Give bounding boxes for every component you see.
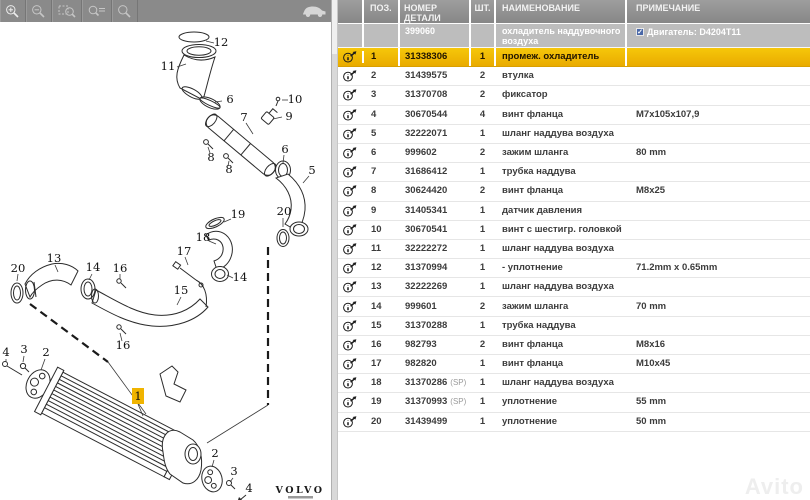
parts-table-row[interactable] bbox=[338, 317, 810, 336]
part-number: 31370994 bbox=[400, 259, 471, 277]
part-number: 31370708 bbox=[400, 86, 471, 104]
callout-4[interactable]: 4 bbox=[2, 345, 10, 359]
callout-6[interactable]: 6 bbox=[226, 92, 234, 106]
part-number: 31439575 bbox=[400, 67, 471, 85]
part-number: 999601 bbox=[400, 298, 471, 316]
part-info-cell[interactable] bbox=[338, 51, 364, 63]
callout-12[interactable]: 12 bbox=[213, 35, 229, 49]
part-name: втулка bbox=[496, 67, 627, 85]
part-qty: 2 bbox=[471, 86, 496, 104]
part-note: 70 mm bbox=[636, 300, 667, 312]
parts-table-row[interactable] bbox=[338, 278, 810, 297]
part-bolt-17[interactable] bbox=[173, 262, 196, 280]
part-qty: 1 bbox=[471, 374, 496, 392]
info-link-icon[interactable] bbox=[343, 89, 357, 101]
part-info-cell[interactable] bbox=[338, 396, 364, 408]
svg-text:VOLVO: VOLVO bbox=[275, 485, 325, 496]
info-link-icon[interactable] bbox=[343, 377, 357, 389]
watermark: Avito bbox=[744, 474, 804, 499]
part-pos: 3 bbox=[364, 86, 400, 104]
diagram-toolbar bbox=[0, 0, 331, 22]
callout-17[interactable]: 17 bbox=[176, 244, 192, 258]
callout-9[interactable]: 9 bbox=[285, 109, 293, 123]
part-number: 32222071 bbox=[400, 125, 471, 143]
part-name: зажим шланга bbox=[496, 144, 627, 162]
callout-13[interactable]: 13 bbox=[46, 251, 62, 265]
part-pos: 2 bbox=[364, 67, 400, 85]
part-number: 31370288 bbox=[400, 317, 471, 335]
parts-table-row[interactable] bbox=[338, 48, 810, 67]
part-qty: 1 bbox=[471, 221, 496, 239]
part-number: 982820 bbox=[400, 355, 471, 373]
part-pos: 13 bbox=[364, 278, 400, 296]
part-name: шланг наддува воздуха bbox=[496, 278, 627, 296]
callout-20[interactable]: 20 bbox=[276, 204, 292, 218]
part-info-cell[interactable] bbox=[338, 70, 364, 82]
part-note: M8x16 bbox=[636, 338, 666, 350]
parts-table-row[interactable] bbox=[338, 393, 810, 412]
info-link-icon[interactable] bbox=[343, 339, 357, 351]
callout-16[interactable]: 16 bbox=[115, 338, 131, 352]
part-info-cell[interactable] bbox=[338, 301, 364, 313]
panel-scrollbar[interactable] bbox=[331, 0, 338, 500]
header-name: НАИМЕНОВАНИЕ bbox=[496, 0, 627, 23]
part-pos: 1 bbox=[364, 48, 400, 66]
part-pos: 20 bbox=[364, 413, 400, 431]
part-name: винт фланца bbox=[496, 336, 627, 354]
volvo-logo bbox=[274, 485, 324, 499]
part-name: промеж. охладитель bbox=[496, 48, 627, 66]
parts-table-row[interactable] bbox=[338, 182, 810, 201]
parts-table-row[interactable] bbox=[338, 374, 810, 393]
part-info-cell[interactable] bbox=[338, 205, 364, 217]
part-name: шланг наддува воздуха bbox=[496, 125, 627, 143]
part-note: M10x45 bbox=[636, 358, 671, 370]
part-name: винт с шестигр. головкой bbox=[496, 221, 627, 239]
part-pos: 5 bbox=[364, 125, 400, 143]
callout-14[interactable]: 14 bbox=[232, 270, 248, 284]
callout-10[interactable]: 10 bbox=[287, 92, 303, 106]
part-name: уплотнение bbox=[496, 393, 627, 411]
callout-16[interactable]: 16 bbox=[112, 261, 128, 275]
parts-table-row[interactable] bbox=[338, 240, 810, 259]
parts-table-row[interactable] bbox=[338, 413, 810, 432]
parts-table-row[interactable] bbox=[338, 221, 810, 240]
part-qty: 2 bbox=[471, 336, 496, 354]
info-link-icon[interactable] bbox=[343, 147, 357, 159]
part-pos: 4 bbox=[364, 106, 400, 124]
parts-table-row[interactable] bbox=[338, 259, 810, 278]
callout-1[interactable]: 1 bbox=[134, 389, 142, 403]
info-link-icon[interactable] bbox=[343, 243, 357, 255]
part-pos: 12 bbox=[364, 259, 400, 277]
engine-label: Двигатель: D4204T11 bbox=[647, 26, 741, 37]
part-sensor-9[interactable] bbox=[261, 107, 278, 125]
part-name: зажим шланга bbox=[496, 298, 627, 316]
parts-table-panel bbox=[338, 0, 810, 500]
info-link-icon[interactable] bbox=[343, 51, 357, 63]
part-clamp-14a[interactable] bbox=[81, 279, 95, 299]
part-pos: 9 bbox=[364, 202, 400, 220]
zoom-in-icon bbox=[5, 4, 20, 19]
part-qty: 2 bbox=[471, 182, 496, 200]
function-group-row bbox=[338, 24, 810, 48]
part-info-cell[interactable] bbox=[338, 128, 364, 140]
part-qty: 1 bbox=[471, 259, 496, 277]
part-info-cell[interactable] bbox=[338, 147, 364, 159]
part-qty: 1 bbox=[471, 393, 496, 411]
part-number: 32222272 bbox=[400, 240, 471, 258]
part-number: 31370286 (SP) bbox=[400, 374, 471, 392]
part-number: 30670541 bbox=[400, 221, 471, 239]
info-link-icon[interactable] bbox=[343, 358, 357, 370]
part-name: уплотнение bbox=[496, 413, 627, 431]
parts-table-row[interactable] bbox=[338, 125, 810, 144]
part-info-cell[interactable] bbox=[338, 281, 364, 293]
zoom-out-icon bbox=[31, 4, 46, 19]
part-note: 50 mm bbox=[636, 415, 667, 427]
callout-14[interactable]: 14 bbox=[85, 260, 101, 274]
header-pos: ПОЗ. bbox=[364, 0, 400, 23]
parts-table-row[interactable] bbox=[338, 86, 810, 105]
part-info-cell[interactable] bbox=[338, 262, 364, 274]
part-bolt-4a[interactable] bbox=[3, 362, 23, 376]
part-info-cell[interactable] bbox=[338, 89, 364, 101]
part-number: 30624420 bbox=[400, 182, 471, 200]
part-name: винт фланца bbox=[496, 355, 627, 373]
part-number: 32222269 bbox=[400, 278, 471, 296]
parts-table-row[interactable] bbox=[338, 297, 810, 316]
group-note bbox=[627, 24, 810, 47]
table-filler bbox=[338, 432, 810, 500]
callout-7[interactable]: 7 bbox=[240, 110, 248, 124]
part-seal-20b[interactable] bbox=[277, 230, 289, 247]
group-number: 399060 bbox=[400, 24, 471, 47]
part-qty: 1 bbox=[471, 163, 496, 181]
zoom-area-icon bbox=[58, 4, 76, 19]
parts-table-row[interactable] bbox=[338, 144, 810, 163]
part-pos: 14 bbox=[364, 298, 400, 316]
part-pos: 6 bbox=[364, 144, 400, 162]
info-link-icon[interactable] bbox=[343, 166, 357, 178]
car-icon bbox=[301, 4, 327, 18]
part-note: 71.2mm x 0.65mm bbox=[636, 262, 718, 274]
table-header-row bbox=[338, 0, 810, 24]
part-qty: 1 bbox=[471, 125, 496, 143]
part-number: 31439499 bbox=[400, 413, 471, 431]
part-seal-19[interactable] bbox=[204, 215, 226, 231]
part-pos: 10 bbox=[364, 221, 400, 239]
parts-diagram[interactable] bbox=[0, 22, 331, 500]
part-note: M7x105x107,9 bbox=[636, 108, 700, 120]
callout-2[interactable]: 2 bbox=[42, 345, 50, 359]
part-info-cell[interactable] bbox=[338, 320, 364, 332]
vehicle-profile-button[interactable] bbox=[297, 0, 331, 22]
part-pos: 8 bbox=[364, 182, 400, 200]
part-qty: 1 bbox=[471, 48, 496, 66]
zoom-100-icon bbox=[88, 4, 106, 19]
part-info-cell[interactable] bbox=[338, 243, 364, 255]
info-link-icon[interactable] bbox=[343, 281, 357, 293]
part-intercooler-1[interactable] bbox=[35, 366, 202, 484]
info-link-icon[interactable] bbox=[343, 205, 357, 217]
part-info-cell[interactable] bbox=[338, 416, 364, 428]
callout-18[interactable]: 18 bbox=[195, 230, 211, 244]
part-note: M8x25 bbox=[636, 185, 666, 197]
part-pos: 7 bbox=[364, 163, 400, 181]
part-qty: 1 bbox=[471, 317, 496, 335]
callout-2[interactable]: 2 bbox=[211, 446, 219, 460]
info-link-icon[interactable] bbox=[343, 320, 357, 332]
part-number: 31405341 bbox=[400, 202, 471, 220]
part-qty: 4 bbox=[471, 106, 496, 124]
part-seal-20a[interactable] bbox=[11, 283, 23, 303]
part-number: 31686412 bbox=[400, 163, 471, 181]
callout-6[interactable]: 6 bbox=[281, 142, 289, 156]
callout-8[interactable]: 8 bbox=[207, 150, 215, 164]
parts-table-row[interactable] bbox=[338, 355, 810, 374]
part-screw-3b[interactable] bbox=[227, 481, 236, 490]
magnifier-icon bbox=[117, 4, 132, 19]
group-name: охладитель наддувочного воздуха bbox=[496, 24, 627, 47]
info-link-icon[interactable] bbox=[343, 70, 357, 82]
part-bracket-2b[interactable] bbox=[199, 464, 225, 494]
part-name: - уплотнение bbox=[496, 259, 627, 277]
info-link-icon[interactable] bbox=[343, 396, 357, 408]
info-link-icon[interactable] bbox=[343, 128, 357, 140]
part-info-cell[interactable] bbox=[338, 339, 364, 351]
part-name: трубка наддува bbox=[496, 163, 627, 181]
part-hose-13[interactable] bbox=[25, 263, 78, 299]
part-name: винт фланца bbox=[496, 106, 627, 124]
engine-checkbox-icon[interactable]: ✓ bbox=[637, 29, 643, 36]
part-name: фиксатор bbox=[496, 86, 627, 104]
part-qty: 1 bbox=[471, 202, 496, 220]
part-info-cell[interactable] bbox=[338, 358, 364, 370]
part-pos: 18 bbox=[364, 374, 400, 392]
zoom-100-button[interactable] bbox=[82, 0, 112, 22]
part-pos: 15 bbox=[364, 317, 400, 335]
part-info-cell[interactable] bbox=[338, 224, 364, 236]
zoom-in-button[interactable] bbox=[0, 0, 26, 22]
part-qty: 2 bbox=[471, 67, 496, 85]
callout-8[interactable]: 8 bbox=[225, 162, 233, 176]
part-name: винт фланца bbox=[496, 182, 627, 200]
info-link-icon[interactable] bbox=[343, 185, 357, 197]
part-pos: 11 bbox=[364, 240, 400, 258]
header-icon-column bbox=[338, 0, 364, 23]
callout-11[interactable]: 11 bbox=[160, 59, 176, 73]
part-number: 31370993 (SP) bbox=[400, 393, 471, 411]
callout-5[interactable]: 5 bbox=[308, 163, 316, 177]
info-link-icon[interactable] bbox=[343, 262, 357, 274]
part-note: 80 mm bbox=[636, 147, 667, 159]
part-info-cell[interactable] bbox=[338, 377, 364, 389]
callout-3[interactable]: 3 bbox=[230, 464, 238, 478]
part-bolt-10[interactable] bbox=[276, 97, 280, 106]
part-pos: 19 bbox=[364, 393, 400, 411]
header-part: НОМЕР ДЕТАЛИ bbox=[400, 0, 471, 23]
callout-19[interactable]: 19 bbox=[230, 207, 246, 221]
info-link-icon[interactable] bbox=[343, 301, 357, 313]
diagram-panel bbox=[0, 0, 331, 500]
callout-15[interactable]: 15 bbox=[173, 283, 189, 297]
part-info-cell[interactable] bbox=[338, 109, 364, 121]
zoom-find-button[interactable] bbox=[112, 0, 138, 22]
part-screw-3a[interactable] bbox=[20, 363, 29, 372]
part-number: 982793 bbox=[400, 336, 471, 354]
part-info-cell[interactable] bbox=[338, 166, 364, 178]
header-qty: ШТ. bbox=[471, 0, 496, 23]
zoom-out-button[interactable] bbox=[26, 0, 52, 22]
part-number: 30670544 bbox=[400, 106, 471, 124]
part-hose-11[interactable] bbox=[177, 32, 216, 102]
callout-3[interactable]: 3 bbox=[20, 342, 28, 356]
info-link-icon[interactable] bbox=[343, 109, 357, 121]
part-arrow-4b bbox=[237, 495, 246, 500]
part-number: 999602 bbox=[400, 144, 471, 162]
parts-table-row[interactable] bbox=[338, 106, 810, 125]
part-qty: 2 bbox=[471, 298, 496, 316]
part-name: трубка наддува bbox=[496, 317, 627, 335]
part-qty: 1 bbox=[471, 413, 496, 431]
part-pipe-15[interactable] bbox=[92, 280, 209, 326]
parts-table-row[interactable] bbox=[338, 202, 810, 221]
part-clamp-14b[interactable] bbox=[212, 267, 229, 282]
part-clamp-6[interactable] bbox=[198, 94, 222, 111]
part-name: датчик давления bbox=[496, 202, 627, 220]
part-qty: 2 bbox=[471, 144, 496, 162]
part-pos: 16 bbox=[364, 336, 400, 354]
header-note: ПРИМЕЧАНИЕ bbox=[636, 3, 701, 13]
part-name: шланг наддува воздуха bbox=[496, 374, 627, 392]
parts-table-row[interactable] bbox=[338, 336, 810, 355]
zoom-area-button[interactable] bbox=[52, 0, 82, 22]
callout-20[interactable]: 20 bbox=[10, 261, 26, 275]
part-name: шланг наддува воздуха bbox=[496, 240, 627, 258]
part-qty: 1 bbox=[471, 355, 496, 373]
part-qty: 1 bbox=[471, 278, 496, 296]
part-number: 31338306 bbox=[400, 48, 471, 66]
part-qty: 1 bbox=[471, 240, 496, 258]
parts-table-row[interactable] bbox=[338, 163, 810, 182]
part-info-cell[interactable] bbox=[338, 185, 364, 197]
callout-4[interactable]: 4 bbox=[245, 481, 253, 495]
info-link-icon[interactable] bbox=[343, 224, 357, 236]
parts-table-body bbox=[338, 48, 810, 432]
parts-table-row[interactable] bbox=[338, 67, 810, 86]
info-link-icon[interactable] bbox=[343, 416, 357, 428]
part-pos: 17 bbox=[364, 355, 400, 373]
part-note: 55 mm bbox=[636, 396, 667, 408]
